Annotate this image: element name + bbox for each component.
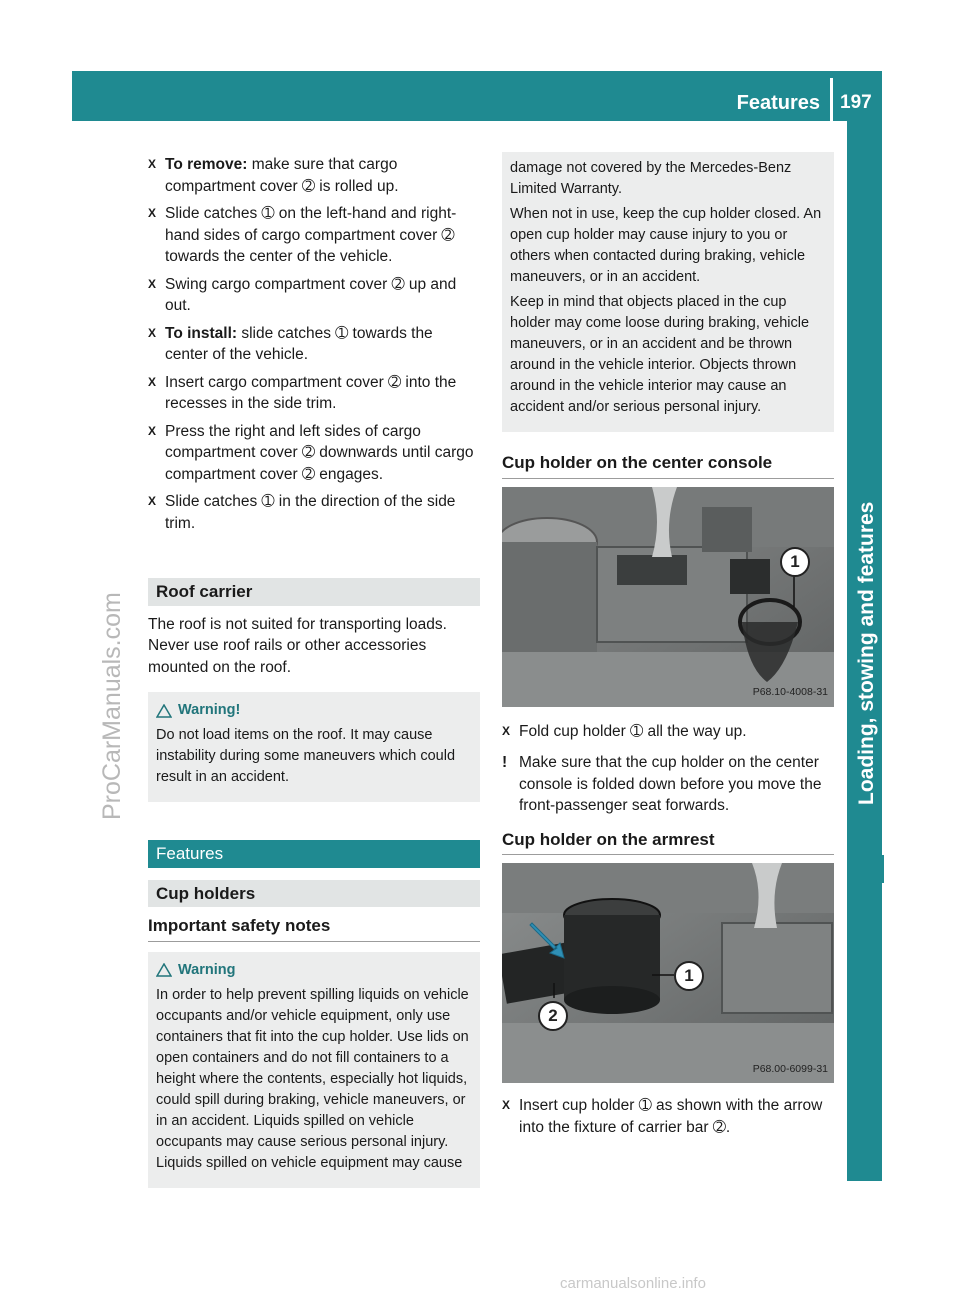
armrest-photo bbox=[502, 863, 834, 1083]
callout-1: 1 bbox=[674, 961, 704, 991]
step-item: X Swing cargo compartment cover ➁ up and out. bbox=[148, 274, 480, 317]
step-item: X To remove: make sure that cargo compartment cover ➁ is rolled up. bbox=[148, 154, 480, 197]
step-item: X Press the right and left sides of cargo compartment cover ➁ downwards until cargo compartment cover ➁ engages. bbox=[148, 421, 480, 486]
figure-armrest-cup-holder bbox=[502, 863, 834, 1083]
figure-code: P68.00-6099-31 bbox=[752, 1062, 828, 1075]
step-item: X To install: slide catches ➀ towards the center of the vehicle. bbox=[148, 323, 480, 366]
callout-1: 1 bbox=[780, 547, 810, 577]
warning-label: Warning! bbox=[178, 702, 241, 718]
warning-text: When not in use, keep the cup holder closed. An open cup holder may cause injury to you or others when contacted during braking, vehicle maneuvers, or in an accident. bbox=[510, 206, 822, 285]
warning-text: damage not covered by the Mercedes-Benz Limited Warranty. bbox=[510, 160, 792, 197]
roof-carrier-text: The roof is not suited for transporting loads. Never use roof rails or other accessories mounted on the roof. bbox=[148, 615, 447, 676]
right-column bbox=[502, 152, 834, 1144]
step-item: X Insert cup holder ➀ as shown with the arrow into the fixture of carrier bar ➁. bbox=[502, 1095, 834, 1138]
subsection-center-console: Cup holder on the center console bbox=[502, 452, 834, 479]
side-chapter-tab: Loading, stowing and features bbox=[855, 501, 878, 805]
watermark-side: ProCarManuals.com bbox=[98, 592, 126, 820]
step-item: X Insert cargo compartment cover ➁ into the recesses in the side trim. bbox=[148, 372, 480, 415]
warning-box-continued bbox=[502, 152, 834, 432]
notice-icon: ! bbox=[502, 754, 508, 771]
note-item: ! Make sure that the cup holder on the center console is folded down before you move the front-passenger seat forwards. bbox=[502, 754, 822, 814]
section-heading-roof-carrier: Roof carrier bbox=[148, 578, 480, 606]
page-section-title: Features bbox=[736, 92, 820, 114]
step-item: X Slide catches ➀ on the left-hand and right-hand sides of cargo compartment cover ➁ towards the center of the vehicle. bbox=[148, 203, 480, 268]
warning-text: Keep in mind that objects placed in the cup holder may come loose during braking, vehicle maneuvers, or in an accident and be thrown around in the vehicle interior. Objects thrown around in the vehicle interior may cause an accident and/or serious personal injury. bbox=[510, 294, 810, 415]
header-divider bbox=[830, 78, 833, 121]
figure-code: P68.10-4008-31 bbox=[752, 686, 828, 698]
warning-box-roof bbox=[148, 692, 480, 802]
figure-center-console-cup-holder bbox=[502, 487, 834, 707]
warning-box-cup-holder bbox=[148, 952, 480, 1188]
left-column bbox=[148, 154, 480, 1188]
side-tab-marker bbox=[851, 855, 884, 883]
section-heading-cup-holders: Cup holders bbox=[148, 880, 480, 908]
page-number: 197 bbox=[840, 92, 872, 113]
callout-2: 2 bbox=[538, 1001, 568, 1031]
center-console-photo bbox=[502, 487, 834, 707]
warning-label: Warning bbox=[178, 961, 236, 978]
watermark-bottom: carmanualsonline.info bbox=[560, 1275, 706, 1292]
warning-triangle-icon bbox=[156, 704, 172, 718]
warning-text: Do not load items on the roof. It may cause instability during some maneuvers which could result in an accident. bbox=[156, 727, 456, 785]
subsection-safety-notes: Important safety notes bbox=[148, 915, 480, 942]
step-item: X Slide catches ➀ in the direction of the side trim. bbox=[148, 491, 480, 534]
section-heading-features: Features bbox=[148, 840, 480, 868]
subsection-armrest: Cup holder on the armrest bbox=[502, 829, 834, 856]
warning-text: In order to help prevent spilling liquids on vehicle occupants and/or vehicle equipment, only use containers that fit into the cup holder. Use lids on open containers and do not fill containers to a height where the contents, especially hot liquids, could spill during braking, vehicle maneuvers, or in an accident. Liquids spilled on vehicle occupants may cause serious personal injury. Liquids spilled on vehicle equipment may cause bbox=[156, 986, 469, 1171]
warning-triangle-icon bbox=[156, 963, 172, 977]
step-item: X Fold cup holder ➀ all the way up. bbox=[502, 721, 834, 743]
